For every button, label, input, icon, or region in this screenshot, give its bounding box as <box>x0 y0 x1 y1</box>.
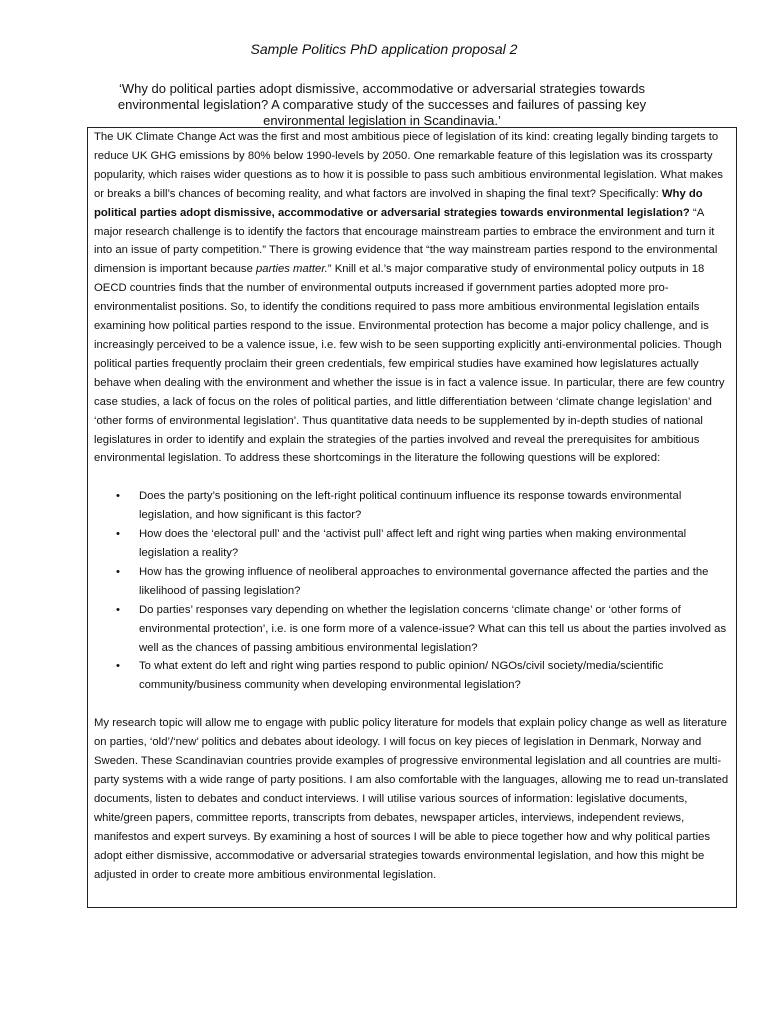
intro-text-3: ” Knill et al.’s major comparative study of environmental policy outputs in 18 OECD countries finds that the number of environmental outputs increased if government parties adopted more pro-environmentalist positions. So, to identify the conditions required to pass more ambitious environmental legislation entails examining how political parties respond to the issue. Environmental protection has become a major policy challenge, and is increasingly perceived to be a valence issue, i.e. few wish to be seen supporting explicitly anti-environmental policies. Though political parties frequently proclaim their green credentials, few empirical studies have examined how legislatures actually behave when dealing with the environment and whether the issue is in fact a valence issue. In particular, there are few country case studies, a lack of focus on the roles of political parties, and little differentiation between ‘climate change legislation’ and ‘other forms of environmental legislation’. Thus quantitative data needs to be supplemented by in-depth studies of national legislatures in order to identify and explain the strategies of the parties involved and reveal the prerequisites for ambitious environmental legislation. To address these shortcomings in the literature the following questions will be explored: <box>94 263 725 465</box>
italic-phrase: parties matter. <box>256 263 328 276</box>
question-text: To what extent do left and right wing parties respond to public opinion/ NGOs/civil society/media/scientific community/business community when developing environmental legislation? <box>139 660 664 692</box>
document-header: Sample Politics PhD application proposal 2 <box>250 41 518 57</box>
bullet-icon: • <box>116 565 120 578</box>
intro-paragraph <box>94 128 730 468</box>
proposal-body-box <box>87 127 737 908</box>
question-text: How does the ‘electoral pull’ and the ‘activist pull’ affect left and right wing parties when making environmental legislation a reality? <box>139 528 687 560</box>
list-item <box>94 525 730 563</box>
list-item <box>94 657 730 695</box>
research-questions-list <box>94 487 730 695</box>
list-item <box>94 563 730 601</box>
bullet-icon: • <box>116 603 120 616</box>
intro-text-2: “A major research challenge is to identify the factors that encourage mainstream parties to embrace the environment and turn it into an issue of party competition.” There is growing evidence that “the way mainstream parties respond to the environmental dimension is important because <box>94 206 718 276</box>
intro-text-1: The UK Climate Change Act was the first and most ambitious piece of legislation of its kind: creating legally binding targets to reduce UK GHG emissions by 80% below 1990-levels by 2050. One remarkable feature of this legislation was its crossparty popularity, which raises wider questions as to how it is possible to pass such ambitious environmental legislation. What makes or breaks a bill’s chances of becoming reality, and what factors are involved in shaping the final text? Specifically: <box>94 131 723 200</box>
question-text: Does the party’s positioning on the left-right political continuum influence its response towards environmental legislation, and how significant is this factor? <box>139 490 682 522</box>
question-text: Do parties’ responses vary depending on whether the legislation concerns ‘climate change’ or ‘other forms of environmental protection’, i.e. is one form more of a valence-issue? What can this tell us about the parties involved as well as the chances of passing ambitious environmental legislation? <box>139 603 727 654</box>
question-text: How has the growing influence of neoliberal approaches to environmental governance affected the parties and the likelihood of passing legislation? <box>139 565 709 597</box>
proposal-title: ‘Why do political parties adopt dismissive, accommodative or adversarial strategies towards environmental legislation? A comparative study of the successes and failures of passing key environmental legislation in Scandinavia.’ <box>117 81 647 128</box>
list-item <box>94 487 730 525</box>
closing-paragraph: My research topic will allow me to engage with public policy literature for models that explain policy change as well as literature on parties, ‘old’/‘new’ politics and debates about ideology. I will focus on key pieces of legislation in Denmark, Norway and Sweden. These Scandinavian countries provide examples of progressive environmental legislation and all countries are multi-party systems with a wide range of party positions. I am also comfortable with the languages, allowing me to read un-translated documents, listen to debates and conduct interviews. I will utilise various sources of information: legislative documents, white/green papers, committee reports, transcripts from debates, newspaper articles, interviews, independent reviews, manifestos and expert surveys. By examining a host of sources I will be able to piece together how and why political parties adopt either dismissive, accommodative or adversarial strategies towards environmental legislation, and how this might be adjusted in order to create more ambitious environmental legislation. <box>94 717 729 881</box>
bullet-icon: • <box>116 660 120 673</box>
list-item <box>94 601 730 658</box>
bullet-icon: • <box>116 490 120 503</box>
bullet-icon: • <box>116 528 120 541</box>
research-question-bold: Why do political parties adopt dismissive, accommodative or adversarial strategies towards environmental legislation? <box>94 187 703 219</box>
